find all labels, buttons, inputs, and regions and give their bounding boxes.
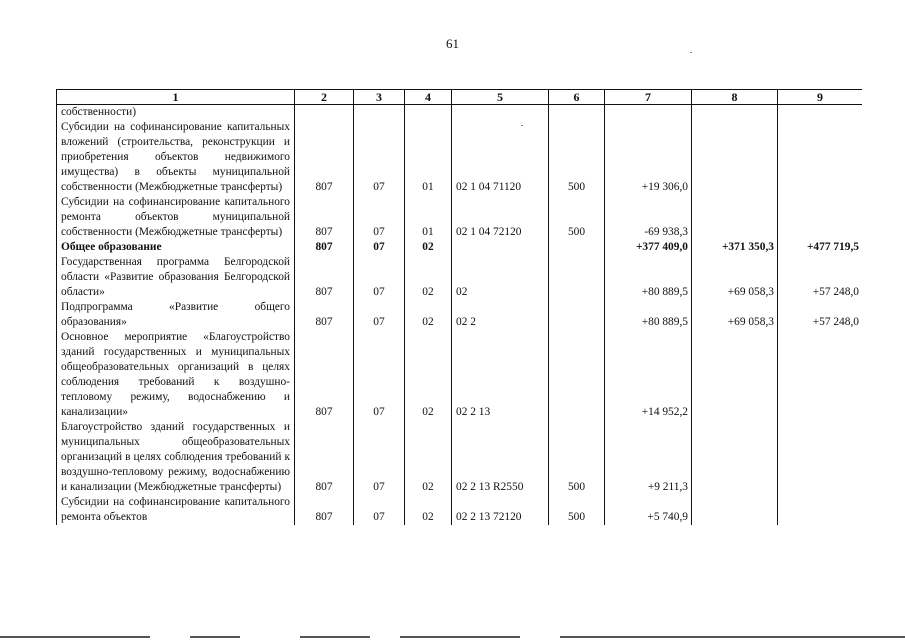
ministry-code: 807 bbox=[295, 300, 354, 330]
amount-year-2: +371 350,3 bbox=[692, 240, 778, 255]
amount-year-3 bbox=[778, 495, 863, 525]
section-code: 07 bbox=[354, 495, 405, 525]
scan-speck bbox=[690, 52, 692, 53]
item-name: Субсидии на софинансирование капитального ремонта объектов bbox=[57, 495, 295, 525]
column-header-4: 4 bbox=[405, 90, 452, 105]
amount-year-3 bbox=[778, 120, 863, 195]
target-article-code: 02 2 13 bbox=[452, 330, 549, 420]
table-row bbox=[57, 255, 863, 300]
section-code: 07 bbox=[354, 240, 405, 255]
item-name: Общее образование bbox=[57, 240, 295, 255]
ministry-code: 807 bbox=[295, 495, 354, 525]
scan-bottom-edge bbox=[0, 632, 905, 640]
amount-year-2 bbox=[692, 105, 778, 121]
subsection-code: 02 bbox=[405, 240, 452, 255]
subsection-code: 02 bbox=[405, 330, 452, 420]
item-name: Субсидии на софинансирование капитального ремонта объектов муниципальной собственности (Межбюджетные трансферты) bbox=[57, 195, 295, 240]
section-code bbox=[354, 105, 405, 121]
expense-type-code bbox=[549, 330, 605, 420]
target-article-code bbox=[452, 240, 549, 255]
subsection-code bbox=[405, 105, 452, 121]
amount-year-1: +80 889,5 bbox=[605, 255, 692, 300]
target-article-code: 02 1 04 72120 bbox=[452, 195, 549, 240]
amount-year-3 bbox=[778, 105, 863, 121]
amount-year-1: +5 740,9 bbox=[605, 495, 692, 525]
table-row bbox=[57, 120, 863, 195]
subsection-code: 01 bbox=[405, 195, 452, 240]
ministry-code: 807 bbox=[295, 420, 354, 495]
subsection-code: 02 bbox=[405, 495, 452, 525]
table-row bbox=[57, 420, 863, 495]
subsection-code: 02 bbox=[405, 420, 452, 495]
subsection-code: 02 bbox=[405, 300, 452, 330]
page-number: 61 bbox=[446, 36, 459, 51]
table-row bbox=[57, 105, 863, 121]
amount-year-1: +19 306,0 bbox=[605, 120, 692, 195]
table-row bbox=[57, 195, 863, 240]
amount-year-1: -69 938,3 bbox=[605, 195, 692, 240]
amount-year-1: +377 409,0 bbox=[605, 240, 692, 255]
ministry-code bbox=[295, 105, 354, 121]
expense-type-code bbox=[549, 300, 605, 330]
column-header-7: 7 bbox=[605, 90, 692, 105]
section-code: 07 bbox=[354, 255, 405, 300]
amount-year-3: +477 719,5 bbox=[778, 240, 863, 255]
table-body bbox=[57, 105, 863, 526]
amount-year-2 bbox=[692, 495, 778, 525]
amount-year-1 bbox=[605, 105, 692, 121]
amount-year-3: +57 248,0 bbox=[778, 255, 863, 300]
amount-year-3 bbox=[778, 330, 863, 420]
target-article-code: 02 2 bbox=[452, 300, 549, 330]
target-article-code bbox=[452, 105, 549, 121]
target-article-code: 02 1 04 71120 bbox=[452, 120, 549, 195]
budget-table-wrapper bbox=[56, 89, 862, 595]
item-name: Основное мероприятие «Благоустройство зданий государственных и муниципальных общеобразовательных организаций в целях соблюдения требований к воздушно-тепловому режиму, водоснабжению и канализации» bbox=[57, 330, 295, 420]
amount-year-2 bbox=[692, 420, 778, 495]
expense-type-code bbox=[549, 240, 605, 255]
subsection-code: 01 bbox=[405, 120, 452, 195]
column-header-8: 8 bbox=[692, 90, 778, 105]
expense-type-code: 500 bbox=[549, 420, 605, 495]
amount-year-1: +9 211,3 bbox=[605, 420, 692, 495]
column-header-5: 5 bbox=[452, 90, 549, 105]
table-row bbox=[57, 495, 863, 525]
budget-table bbox=[56, 89, 862, 525]
item-name: собственности) bbox=[57, 105, 295, 121]
table-row bbox=[57, 240, 863, 255]
item-name: Государственная программа Белгородской области «Развитие образования Белгородской области» bbox=[57, 255, 295, 300]
column-header-2: 2 bbox=[295, 90, 354, 105]
amount-year-3 bbox=[778, 420, 863, 495]
ministry-code: 807 bbox=[295, 120, 354, 195]
column-header-6: 6 bbox=[549, 90, 605, 105]
column-header-9: 9 bbox=[778, 90, 863, 105]
table-row bbox=[57, 300, 863, 330]
item-name: Подпрограмма «Развитие общего образования» bbox=[57, 300, 295, 330]
amount-year-2: +69 058,3 bbox=[692, 255, 778, 300]
amount-year-1: +14 952,2 bbox=[605, 330, 692, 420]
amount-year-3: +57 248,0 bbox=[778, 300, 863, 330]
item-name: Благоустройство зданий государственных и муниципальных общеобразовательных организаций в целях соблюдения требований к воздушно-тепловому режиму, водоснабжению и канализации (Межбюджетные трансферты) bbox=[57, 420, 295, 495]
subsection-code: 02 bbox=[405, 255, 452, 300]
section-code: 07 bbox=[354, 330, 405, 420]
header-row bbox=[57, 90, 863, 105]
table-row bbox=[57, 330, 863, 420]
amount-year-2 bbox=[692, 120, 778, 195]
ministry-code: 807 bbox=[295, 195, 354, 240]
section-code: 07 bbox=[354, 120, 405, 195]
column-header-1: 1 bbox=[57, 90, 295, 105]
amount-year-3 bbox=[778, 195, 863, 240]
expense-type-code: 500 bbox=[549, 195, 605, 240]
ministry-code: 807 bbox=[295, 330, 354, 420]
expense-type-code bbox=[549, 255, 605, 300]
expense-type-code bbox=[549, 105, 605, 121]
section-code: 07 bbox=[354, 195, 405, 240]
ministry-code: 807 bbox=[295, 255, 354, 300]
amount-year-2 bbox=[692, 195, 778, 240]
amount-year-2 bbox=[692, 330, 778, 420]
item-name: Субсидии на софинансирование капитальных вложений (строительства, реконструкции и приобретения объектов недвижимого имущества) в объекты муниципальной собственности (Межбюджетные трансферты) bbox=[57, 120, 295, 195]
column-header-3: 3 bbox=[354, 90, 405, 105]
amount-year-1: +80 889,5 bbox=[605, 300, 692, 330]
ministry-code: 807 bbox=[295, 240, 354, 255]
target-article-code: 02 2 13 R2550 bbox=[452, 420, 549, 495]
section-code: 07 bbox=[354, 420, 405, 495]
expense-type-code: 500 bbox=[549, 120, 605, 195]
expense-type-code: 500 bbox=[549, 495, 605, 525]
target-article-code: 02 2 13 72120 bbox=[452, 495, 549, 525]
section-code: 07 bbox=[354, 300, 405, 330]
target-article-code: 02 bbox=[452, 255, 549, 300]
amount-year-2: +69 058,3 bbox=[692, 300, 778, 330]
